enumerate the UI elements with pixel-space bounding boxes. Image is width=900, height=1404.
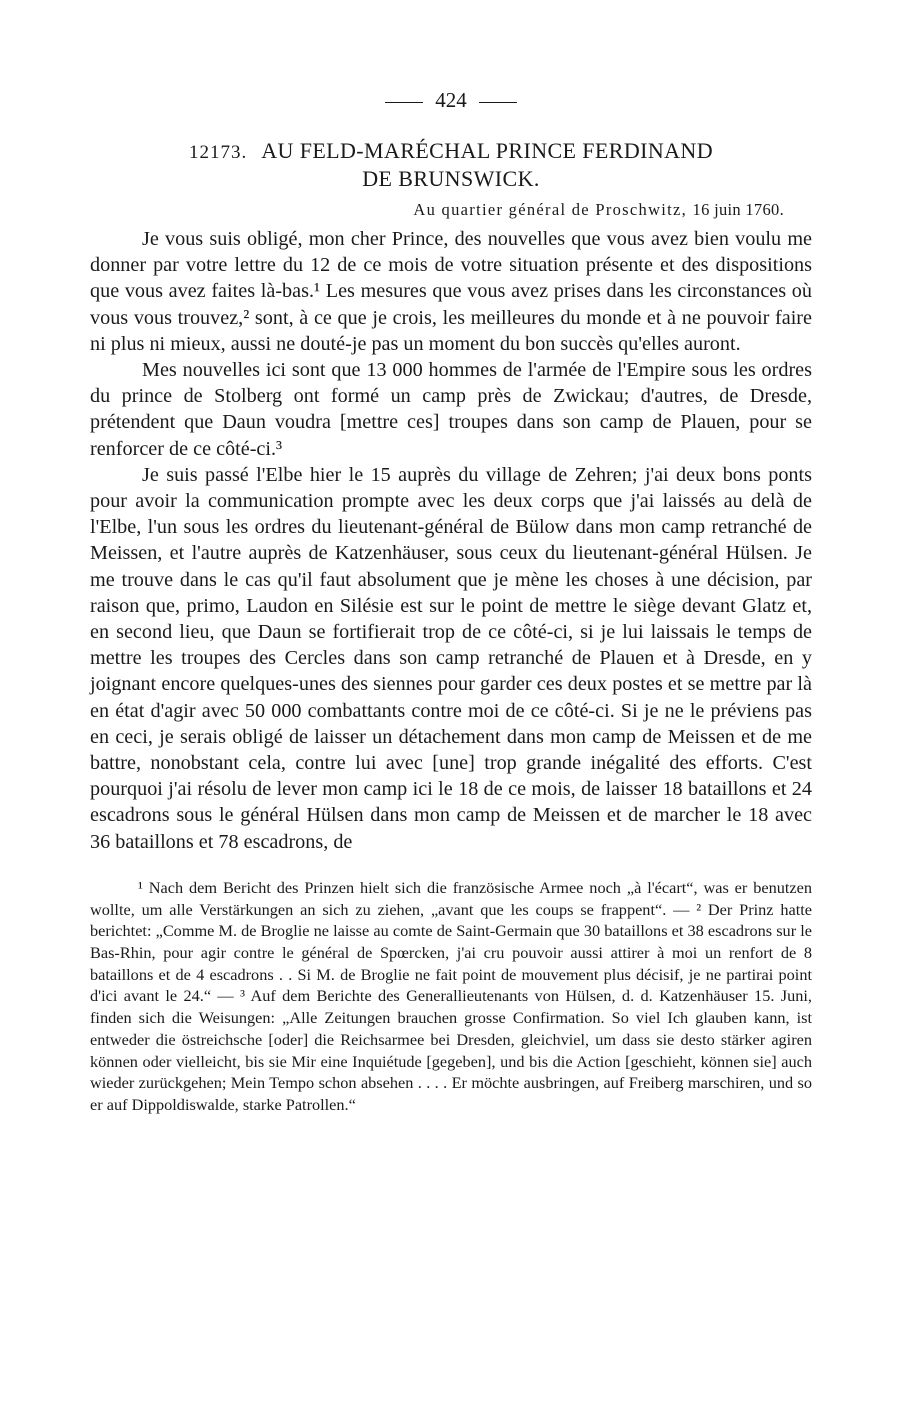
letter-heading (90, 138, 812, 192)
folio-rule-left (385, 102, 423, 103)
body-paragraph-1: Je vous suis obligé, mon cher Prince, des nouvelles que vous avez bien voulu me donner par votre lettre du 12 de ce mois de votre situation présente et des dispositions que vous avez faites là-bas.¹ Les mesures que vous avez prises dans les circonstances où vous vous trouvez,² sont, à ce que je crois, les meilleures du monde et à ne pouvoir faire ni plus ni mieux, aussi ne douté-je pas un moment du bon succès qu'elles auront. (90, 228, 812, 355)
footnote-text: ¹ Nach dem Bericht des Prinzen hielt sich die französische Armee noch „à l'écart“, was er benutzen wollte, um alle Verstärkungen an sich zu ziehen, „avant que les coups se frappent“. — ² Der Prinz hatte berichtet: „Comme M. de Broglie ne laisse au comte de Saint-Germain que 30 bataillons et 38 escadrons sur le Bas-Rhin, pour agir contre le général de Spœrcken, j'ai cru pouvoir aussi attirer à moi un renfort de 8 bataillons et de 4 escadrons . . Si M. de Broglie ne fait point de mouvement plus décisif, je ne partirai point d'ici avant le 24.“ — ³ Auf dem Berichte des Generallieutenants von Hülsen, d. d. Katzenhäuser 15. Juni, finden sich die Weisungen: „Alle Zeitungen brauchen grosse Confirmation. So viel Ich glauben kann, ist entweder die östreichsche [oder] die Reichsarmee bei Dresden, gleichviel, um dass sie desto stärker agiren können oder vielleicht, bis sie Mir eine Inquiétude [gegeben], und bis die Action [geschieht, können sie] auch wieder zurückgehen; Mein Tempo schon absehen . . . . Er möchte ausbringen, auf Freiberg marschiren, und so er auf Dippoldiswalde, starke Patrollen.“ (90, 877, 812, 1114)
page-number: 424 (435, 88, 467, 112)
folio-rule-right (479, 102, 517, 103)
letter-number: 12173. (188, 142, 248, 163)
letter-title-text: AU FELD-MARÉCHAL PRINCE FERDINAND (261, 138, 714, 163)
page-header (90, 84, 812, 116)
letter-body (90, 226, 812, 855)
dateline-date: 16 juin 1760. (692, 200, 784, 219)
body-paragraph-2: Mes nouvelles ici sont que 13 000 hommes de l'armée de l'Empire sous les ordres du prince de Stolberg ont formé un camp près de Zwickau; d'autres, de Dresde, prétendent que Daun voudra [mettre ces] troupes dans son camp de Plauen, pour se renforcer de ce côté-ci.³ (90, 359, 812, 460)
letter-title-line1 (90, 138, 812, 166)
footnotes (90, 877, 812, 1116)
dateline-place: Au quartier général de Proschwitz, (413, 200, 688, 219)
body-paragraph-3: Je suis passé l'Elbe hier le 15 auprès du village de Zehren; j'ai deux bons ponts pour avoir la communication prompte avec les deux corps que j'ai laissés au delà de l'Elbe, l'un sous les ordres du lieutenant-général de Bülow dans mon camp retranché de Meissen, et l'autre auprès de Katzenhäuser, sous ceux du lieutenant-général Hülsen. Je me trouve dans le cas qu'il faut absolument que je mène les choses à une décision, par raison que, primo, Laudon en Silésie est sur le point de mettre le siège devant Glatz et, en second lieu, que Daun se fortifierait trop de ce côté-ci, si je lui laissais le temps de mettre les troupes des Cercles dans son camp retranché de Plauen et à Dresde, en y joignant encore quelques-unes des siennes pour garder ces deux postes et se mettre par là en état d'agir avec 50 000 combattants contre moi de ce côté-ci. Si je ne le préviens pas en ceci, je serais obligé de laisser un détachement dans mon camp de Meissen et de me battre, nonobstant cela, contre lui avec [une] trop grande inégalité des efforts. C'est pourquoi j'ai résolu de lever mon camp ici le 18 de ce mois, de laisser 18 bataillons et 24 escadrons sous le général Hülsen dans mon camp de Meissen et de marcher le 18 avec 36 bataillons et 78 escadrons, de (90, 463, 812, 853)
letter-title-line2: DE BRUNSWICK. (362, 166, 540, 191)
dateline (90, 198, 812, 222)
document-page (90, 84, 812, 1116)
